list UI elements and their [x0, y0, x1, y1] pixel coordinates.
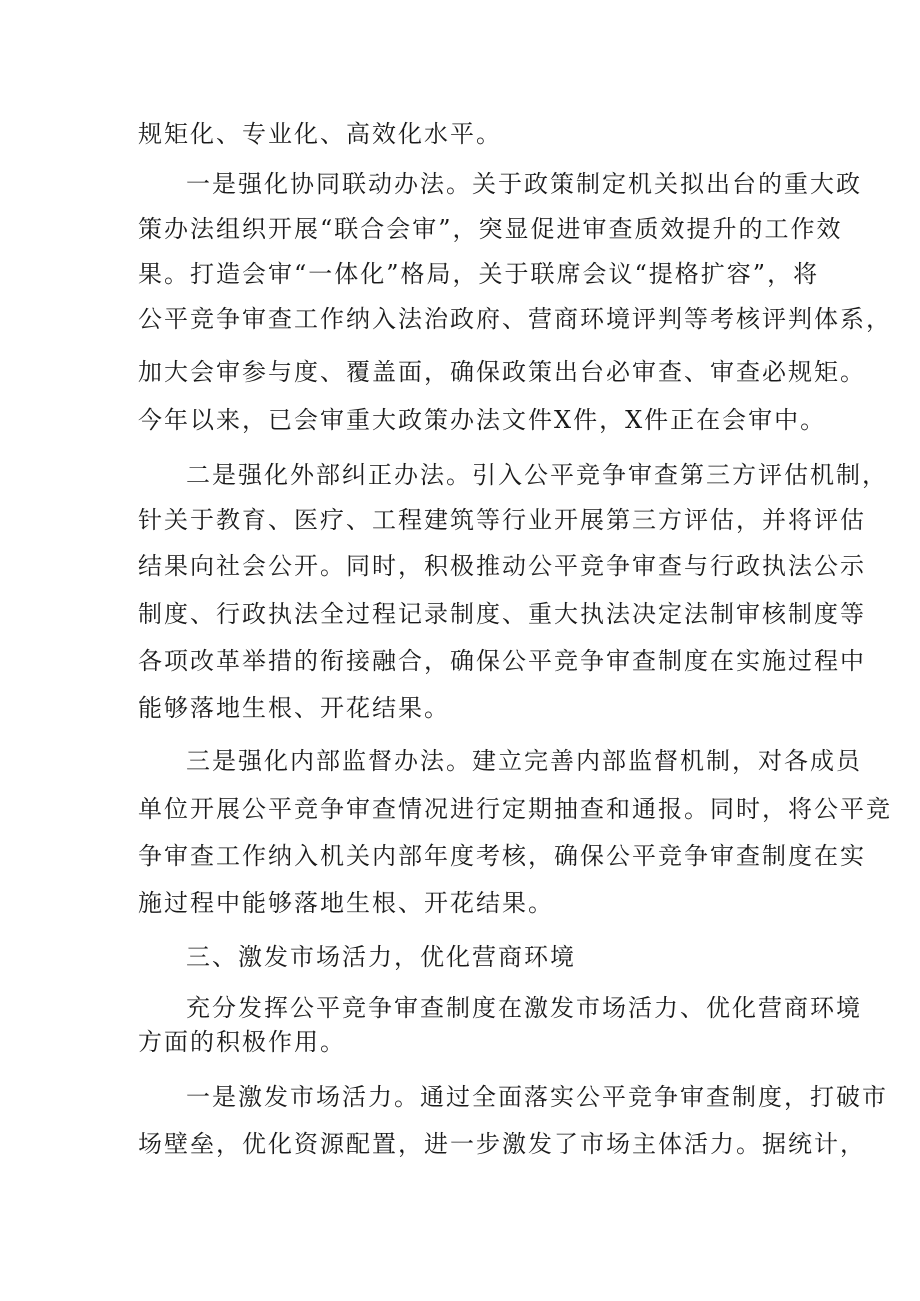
text-line: 各项改革举措的衔接融合，确保公平竞争审查制度在实施过程中 [138, 647, 866, 675]
text-line: 策办法组织开展“联合会审”，突显促进审查质效提升的工作效 [138, 215, 843, 243]
text-line: 一是强化协同联动办法。关于政策制定机关拟出台的重大政 [186, 170, 862, 198]
text-line: 争审查工作纳入机关内部年度考核，确保公平竞争审查制度在实 [138, 842, 866, 870]
text-line: 今年以来，已会审重大政策办法文件X件，X件正在会审中。 [138, 406, 827, 434]
text-line: 充分发挥公平竞争审查制度在激发市场活力、优化营商环境 [186, 994, 862, 1022]
text-line: 公平竞争审查工作纳入法治政府、营商环境评判等考核评判体系， [138, 305, 892, 333]
text-line: 二是强化外部纠正办法。引入公平竞争审查第三方评估机制， [186, 461, 888, 489]
text-line: 单位开展公平竞争审查情况进行定期抽查和通报。同时，将公平竞 [138, 795, 892, 823]
text-line: 针关于教育、医疗、工程建筑等行业开展第三方评估，并将评估 [138, 506, 866, 534]
text-line: 一是激发市场活力。通过全面落实公平竞争审查制度，打破市 [186, 1083, 888, 1111]
text-line: 施过程中能够落地生根、开花结果。 [138, 889, 554, 917]
text-line: 规矩化、专业化、高效化水平。 [138, 120, 502, 148]
text-line: 场壁垒，优化资源配置，进一步激发了市场主体活力。据统计， [138, 1130, 866, 1158]
text-line: 果。打造会审“一体化”格局，关于联席会议“提格扩容”，将 [138, 260, 820, 288]
text-line: 方面的积极作用。 [138, 1028, 346, 1056]
text-line: 能够落地生根、开花结果。 [138, 694, 450, 722]
text-line: 结果向社会公开。同时，积极推动公平竞争审查与行政执法公示 [138, 552, 866, 580]
text-line: 加大会审参与度、覆盖面，确保政策出台必审查、审查必规矩。 [138, 358, 866, 386]
section-heading: 三、激发市场活力，优化营商环境 [186, 943, 576, 971]
text-line: 三是强化内部监督办法。建立完善内部监督机制，对各成员 [186, 747, 862, 775]
text-line: 制度、行政执法全过程记录制度、重大执法决定法制审核制度等 [138, 600, 866, 628]
